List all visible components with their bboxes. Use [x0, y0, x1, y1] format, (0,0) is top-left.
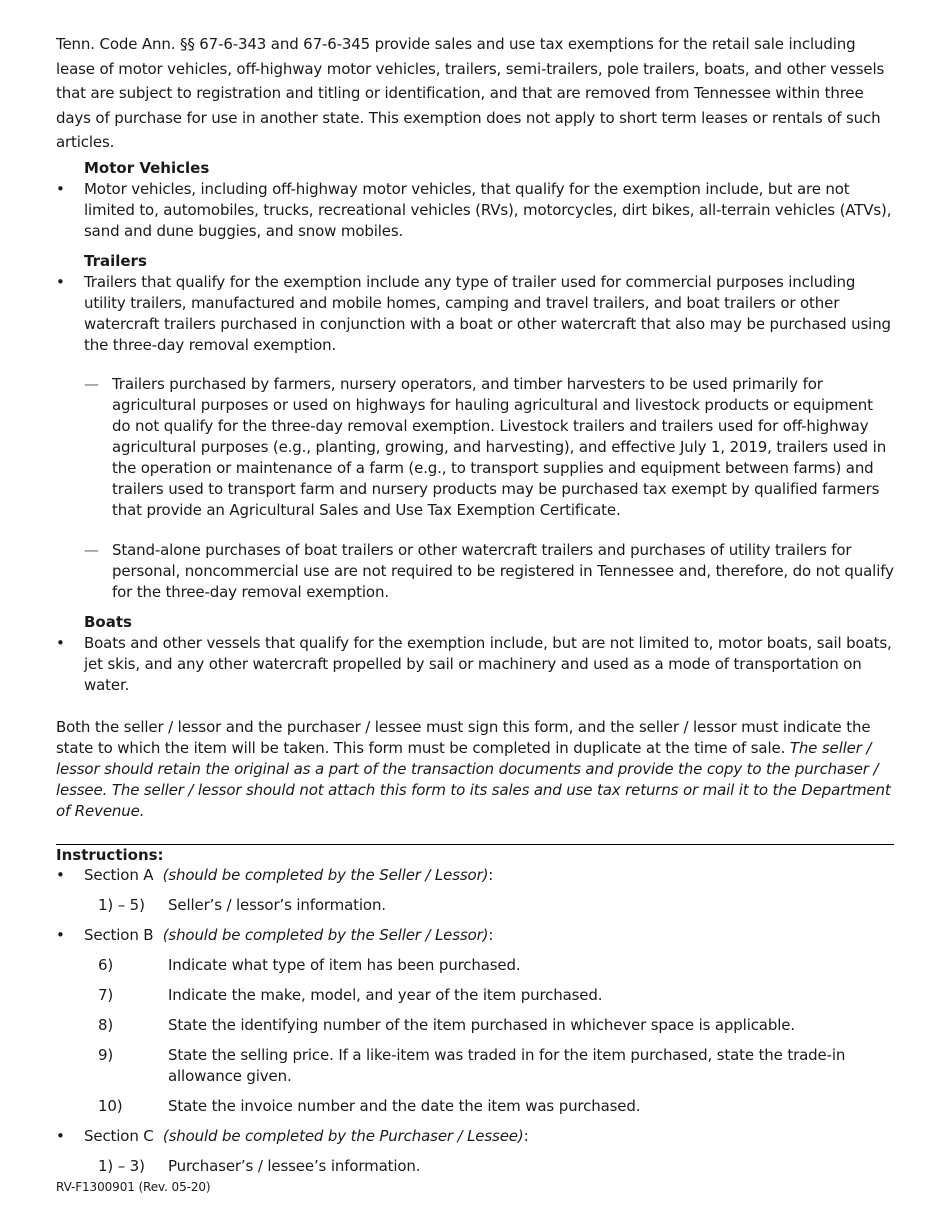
item-text: State the invoice number and the date the item was purchased.: [168, 1096, 641, 1115]
item-text: Indicate the make, model, and year of the item purchased.: [168, 985, 603, 1004]
signing-paragraph: [56, 717, 894, 822]
motor-vehicles-heading: Motor Vehicles: [84, 158, 210, 177]
trailers-bullet: [56, 272, 894, 356]
dash-icon: —: [84, 374, 99, 393]
trailers-dash-text-1: Trailers purchased by farmers, nursery operators, and timber harvesters to be used primarily for agricultural purposes or used on highways for hauling agricultural and livestock products or equipment do not qualify for the three-day removal exemption. Livestock trailers and trailers used for off-highway agricultural purposes (e.g., planting, growing, and harvesting), and effective July 1, 2019, trailers used in the operation or maintenance of a farm (e.g., to transport supplies and equipment between farms) and trailers used to transport farm and nursery products may be purchased tax exempt by qualified farmers that provide an Agricultural Sales and Use Tax Exemption Certificate.: [112, 374, 887, 519]
signing-text: Both the seller / lessor and the purchaser / lessee must sign this form, and the seller / lessor must indicate the state to which the item will be taken. This form must be completed in duplicate at the time of sale.: [56, 717, 871, 757]
divider: [56, 844, 894, 845]
section-c-bullet: • Section C (should be completed by the Purchaser / Lessee):: [56, 1126, 529, 1145]
intro-paragraph: Tenn. Code Ann. §§ 67-6-343 and 67-6-345 provide sales and use tax exemptions for the retail sale including lease of motor vehicles, off-highway motor vehicles, trailers, semi-trailers, pole trailers, boats, and other vessels that are subject to registration and titling or identification, and that are removed from Tennessee within three days of purchase for use in another state. This exemption does not apply to short term leases or rentals of such articles.: [56, 35, 885, 151]
trailers-dash-item-1: [56, 374, 894, 521]
bullet-icon: •: [56, 179, 65, 198]
item-text: State the selling price. If a like-item was traded in for the item purchased, state the trade-in allowance given.: [168, 1045, 846, 1085]
item-number: 10): [98, 1096, 123, 1115]
bullet-icon: •: [56, 1126, 65, 1145]
section-a-bullet: • Section A (should be completed by the Seller / Lessor):: [56, 865, 494, 884]
section-b-item: [56, 955, 894, 976]
boats-text: Boats and other vessels that qualify for the exemption include, but are not limited to, motor boats, sail boats, jet skis, and any other watercraft propelled by sail or machinery and used as a mode of transportation on water.: [84, 633, 892, 694]
item-number: 1) – 5): [98, 895, 145, 914]
section-b-bullet: • Section B (should be completed by the Seller / Lessor):: [56, 925, 494, 944]
trailers-heading: Trailers: [84, 251, 147, 270]
trailers-text: Trailers that qualify for the exemption include any type of trailer used for commercial purposes including utility trailers, manufactured and mobile homes, camping and travel trailers, and boat trailers or other watercraft trailers purchased in conjunction with a boat or other watercraft that also may be purchased using the three-day removal exemption.: [84, 272, 891, 354]
bullet-icon: •: [56, 865, 65, 884]
section-b-item: [56, 1015, 894, 1036]
section-c-item: [56, 1156, 894, 1177]
boats-bullet: [56, 633, 894, 696]
section-b-item: [56, 1045, 894, 1087]
section-c-note: (should be completed by the Purchaser / Lessee): [162, 1126, 524, 1145]
section-b-item: [56, 985, 894, 1006]
instructions-title: Instructions:: [56, 845, 164, 864]
section-a-note: (should be completed by the Seller / Lessor): [162, 865, 489, 884]
boats-heading: Boats: [84, 612, 132, 631]
section-a-item: [56, 895, 894, 916]
bullet-icon: •: [56, 633, 65, 652]
section-a-label: Section A: [84, 865, 154, 884]
item-number: 9): [98, 1045, 114, 1064]
item-number: 1) – 3): [98, 1156, 145, 1175]
document-page: [56, 32, 894, 1177]
bullet-icon: •: [56, 272, 65, 291]
section-c-label: Section C: [84, 1126, 154, 1145]
form-number-footer: RV-F1300901 (Rev. 05-20): [56, 1180, 211, 1194]
section-b-note: (should be completed by the Seller / Lessor): [162, 925, 489, 944]
item-number: 7): [98, 985, 114, 1004]
item-text: Indicate what type of item has been purchased.: [168, 955, 521, 974]
section-b-label: Section B: [84, 925, 154, 944]
section-b-item: [56, 1096, 894, 1117]
item-text: State the identifying number of the item purchased in whichever space is applicable.: [168, 1015, 795, 1034]
item-number: 6): [98, 955, 114, 974]
bullet-icon: •: [56, 925, 65, 944]
motor-vehicles-bullet: [56, 179, 894, 242]
item-text: Purchaser’s / lessee’s information.: [168, 1156, 421, 1175]
item-number: 8): [98, 1015, 114, 1034]
signing-italic-text: The seller / lessor should retain the original as a part of the transaction documents and provide the copy to the purchaser / lessee. The seller / lessor should not attach this form to its sales and use tax returns or mail it to the Department of Revenue.: [56, 738, 891, 820]
trailers-dash-item-2: [56, 540, 894, 603]
trailers-dash-text-2: Stand-alone purchases of boat trailers or other watercraft trailers and purchases of utility trailers for personal, noncommercial use are not required to be registered in Tennessee and, therefore, do not qualify for the three-day removal exemption.: [112, 540, 894, 601]
motor-vehicles-text: Motor vehicles, including off-highway motor vehicles, that qualify for the exemption include, but are not limited to, automobiles, trucks, recreational vehicles (RVs), motorcycles, dirt bikes, all-terrain vehicles (ATVs), sand and dune buggies, and snow mobiles.: [84, 179, 892, 240]
item-text: Seller’s / lessor’s information.: [168, 895, 386, 914]
dash-icon: —: [84, 540, 99, 559]
